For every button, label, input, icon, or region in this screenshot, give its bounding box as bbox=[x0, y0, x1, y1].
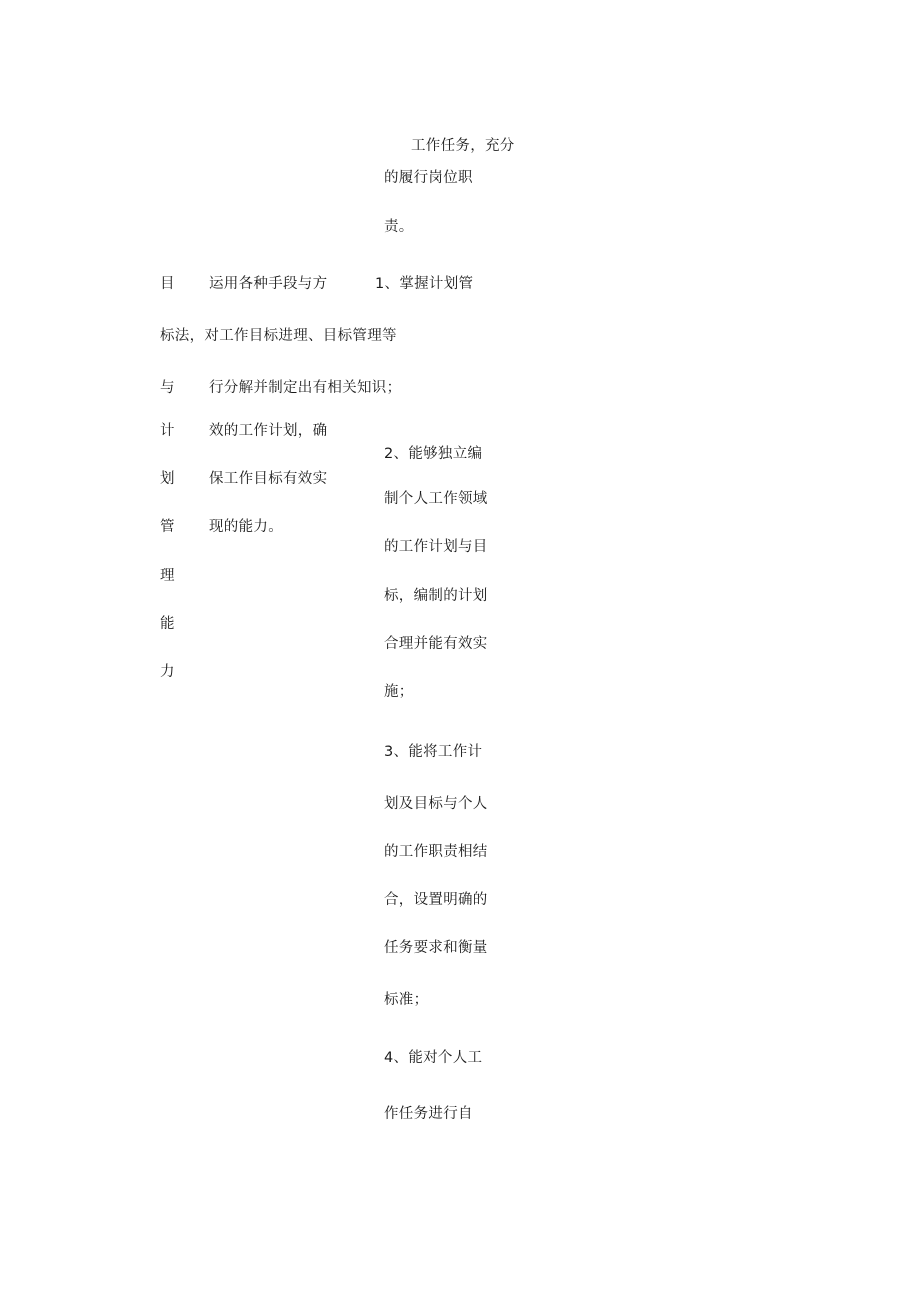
text-line: 理 bbox=[160, 568, 175, 584]
text-line: 施； bbox=[384, 684, 414, 700]
text-line: 合理并能有效实 bbox=[384, 636, 488, 652]
text-line: 与 bbox=[160, 380, 175, 396]
text-line: 工作任务，充分 bbox=[411, 138, 515, 154]
text-line: 能 bbox=[160, 616, 175, 632]
text-line: 计 bbox=[160, 423, 175, 439]
text-line: 标，编制的计划 bbox=[384, 588, 488, 604]
text-line: 保工作目标有效实 bbox=[209, 471, 328, 487]
text-line: 制个人工作领域 bbox=[384, 491, 488, 507]
text-line: 标法，对工作目标进理、目标管理等 bbox=[160, 328, 397, 344]
text-line: 力 bbox=[160, 664, 175, 680]
text-line: 目 bbox=[160, 276, 175, 292]
text-line: 任务要求和衡量 bbox=[384, 940, 488, 956]
text-line: 1、掌握计划管 bbox=[375, 276, 474, 292]
text-line: 合，设置明确的 bbox=[384, 892, 488, 908]
text-line: 划及目标与个人 bbox=[384, 796, 488, 812]
text-line: 标准； bbox=[384, 992, 429, 1008]
text-line: 的工作计划与目 bbox=[384, 539, 488, 555]
text-line: 划 bbox=[160, 471, 175, 487]
text-line: 4、能对个人工 bbox=[384, 1050, 483, 1066]
text-line: 行分解并制定出有相关知识； bbox=[209, 380, 402, 396]
text-line: 效的工作计划，确 bbox=[209, 423, 328, 439]
text-line: 的工作职责相结 bbox=[384, 844, 488, 860]
text-line: 管 bbox=[160, 519, 175, 535]
text-line: 责。 bbox=[384, 219, 414, 235]
text-line: 作任务进行自 bbox=[384, 1106, 473, 1122]
text-line: 的履行岗位职 bbox=[384, 170, 473, 186]
text-line: 运用各种手段与方 bbox=[209, 276, 328, 292]
text-line: 现的能力。 bbox=[209, 519, 283, 535]
text-line: 2、能够独立编 bbox=[384, 446, 483, 462]
text-line: 3、能将工作计 bbox=[384, 744, 483, 760]
